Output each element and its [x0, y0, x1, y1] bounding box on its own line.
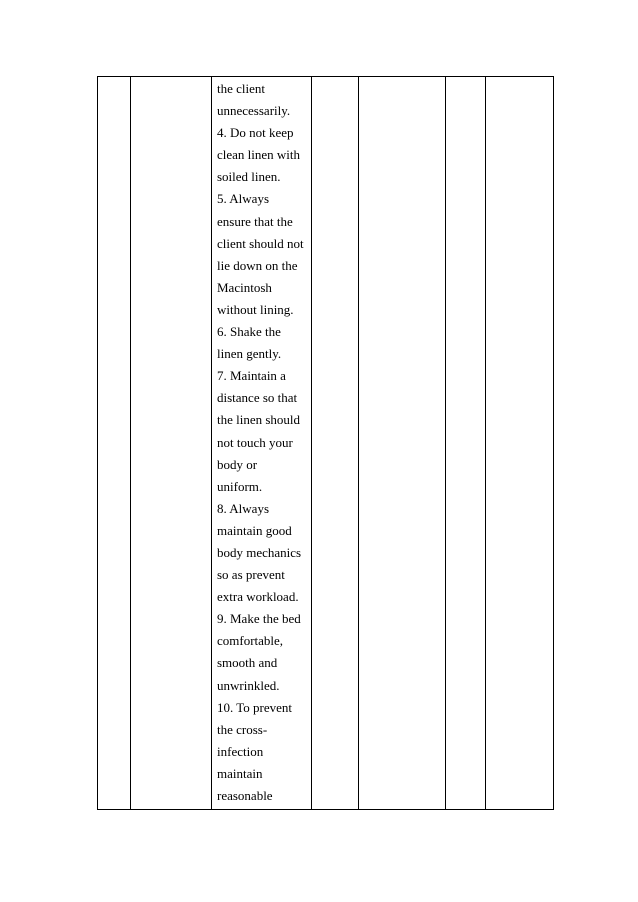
instruction-line: ensure that the [217, 213, 293, 229]
table-cell-col-5 [359, 77, 446, 810]
instruction-line: distance so that [217, 390, 298, 406]
instruction-text [212, 77, 311, 807]
instruction-line: body or [217, 456, 258, 472]
instruction-line: the cross- [217, 721, 268, 737]
instruction-line: client should not [217, 235, 304, 251]
instruction-line: smooth and [217, 655, 278, 671]
instruction-line: 4. Do not keep [217, 125, 294, 141]
table-cell-col-1 [98, 77, 131, 810]
instruction-line: linen gently. [217, 346, 282, 362]
instruction-line: 8. Always [217, 500, 269, 516]
instruction-line: infection [217, 743, 264, 759]
table-cell-col-4 [312, 77, 359, 810]
table-cell-col-6 [446, 77, 486, 810]
table-cell-col-7 [486, 77, 554, 810]
instruction-line: the linen should [217, 412, 301, 428]
instruction-line: 10. To prevent [217, 699, 293, 715]
instruction-line: the client [217, 81, 266, 96]
checklist-table [97, 76, 554, 810]
table-cell-instructions [212, 77, 312, 810]
instruction-line: not touch your [217, 434, 293, 450]
instruction-line: 6. Shake the [217, 324, 281, 340]
table-row [98, 77, 554, 810]
instruction-line: unwrinkled. [217, 677, 280, 693]
instruction-line: uniform. [217, 478, 263, 494]
instruction-line: so as prevent [217, 567, 285, 583]
instruction-line: 9. Make the bed [217, 611, 301, 627]
instruction-line: reasonable [217, 788, 273, 803]
instruction-line: 7. Maintain a [217, 368, 286, 384]
instruction-line: comfortable, [217, 633, 284, 649]
instruction-line: lie down on the [217, 257, 298, 273]
instruction-line: body mechanics [217, 544, 302, 560]
instruction-line: maintain [217, 765, 263, 781]
instruction-line: clean linen with [217, 147, 301, 163]
table-cell-col-2 [131, 77, 212, 810]
instruction-line: unnecessarily. [217, 103, 291, 119]
instruction-line: without lining. [217, 301, 294, 317]
instruction-line: maintain good [217, 522, 292, 538]
instruction-line: extra workload. [217, 589, 299, 605]
instruction-line: soiled linen. [217, 169, 281, 185]
instruction-line: 5. Always [217, 191, 269, 207]
instruction-line: Macintosh [217, 279, 272, 295]
